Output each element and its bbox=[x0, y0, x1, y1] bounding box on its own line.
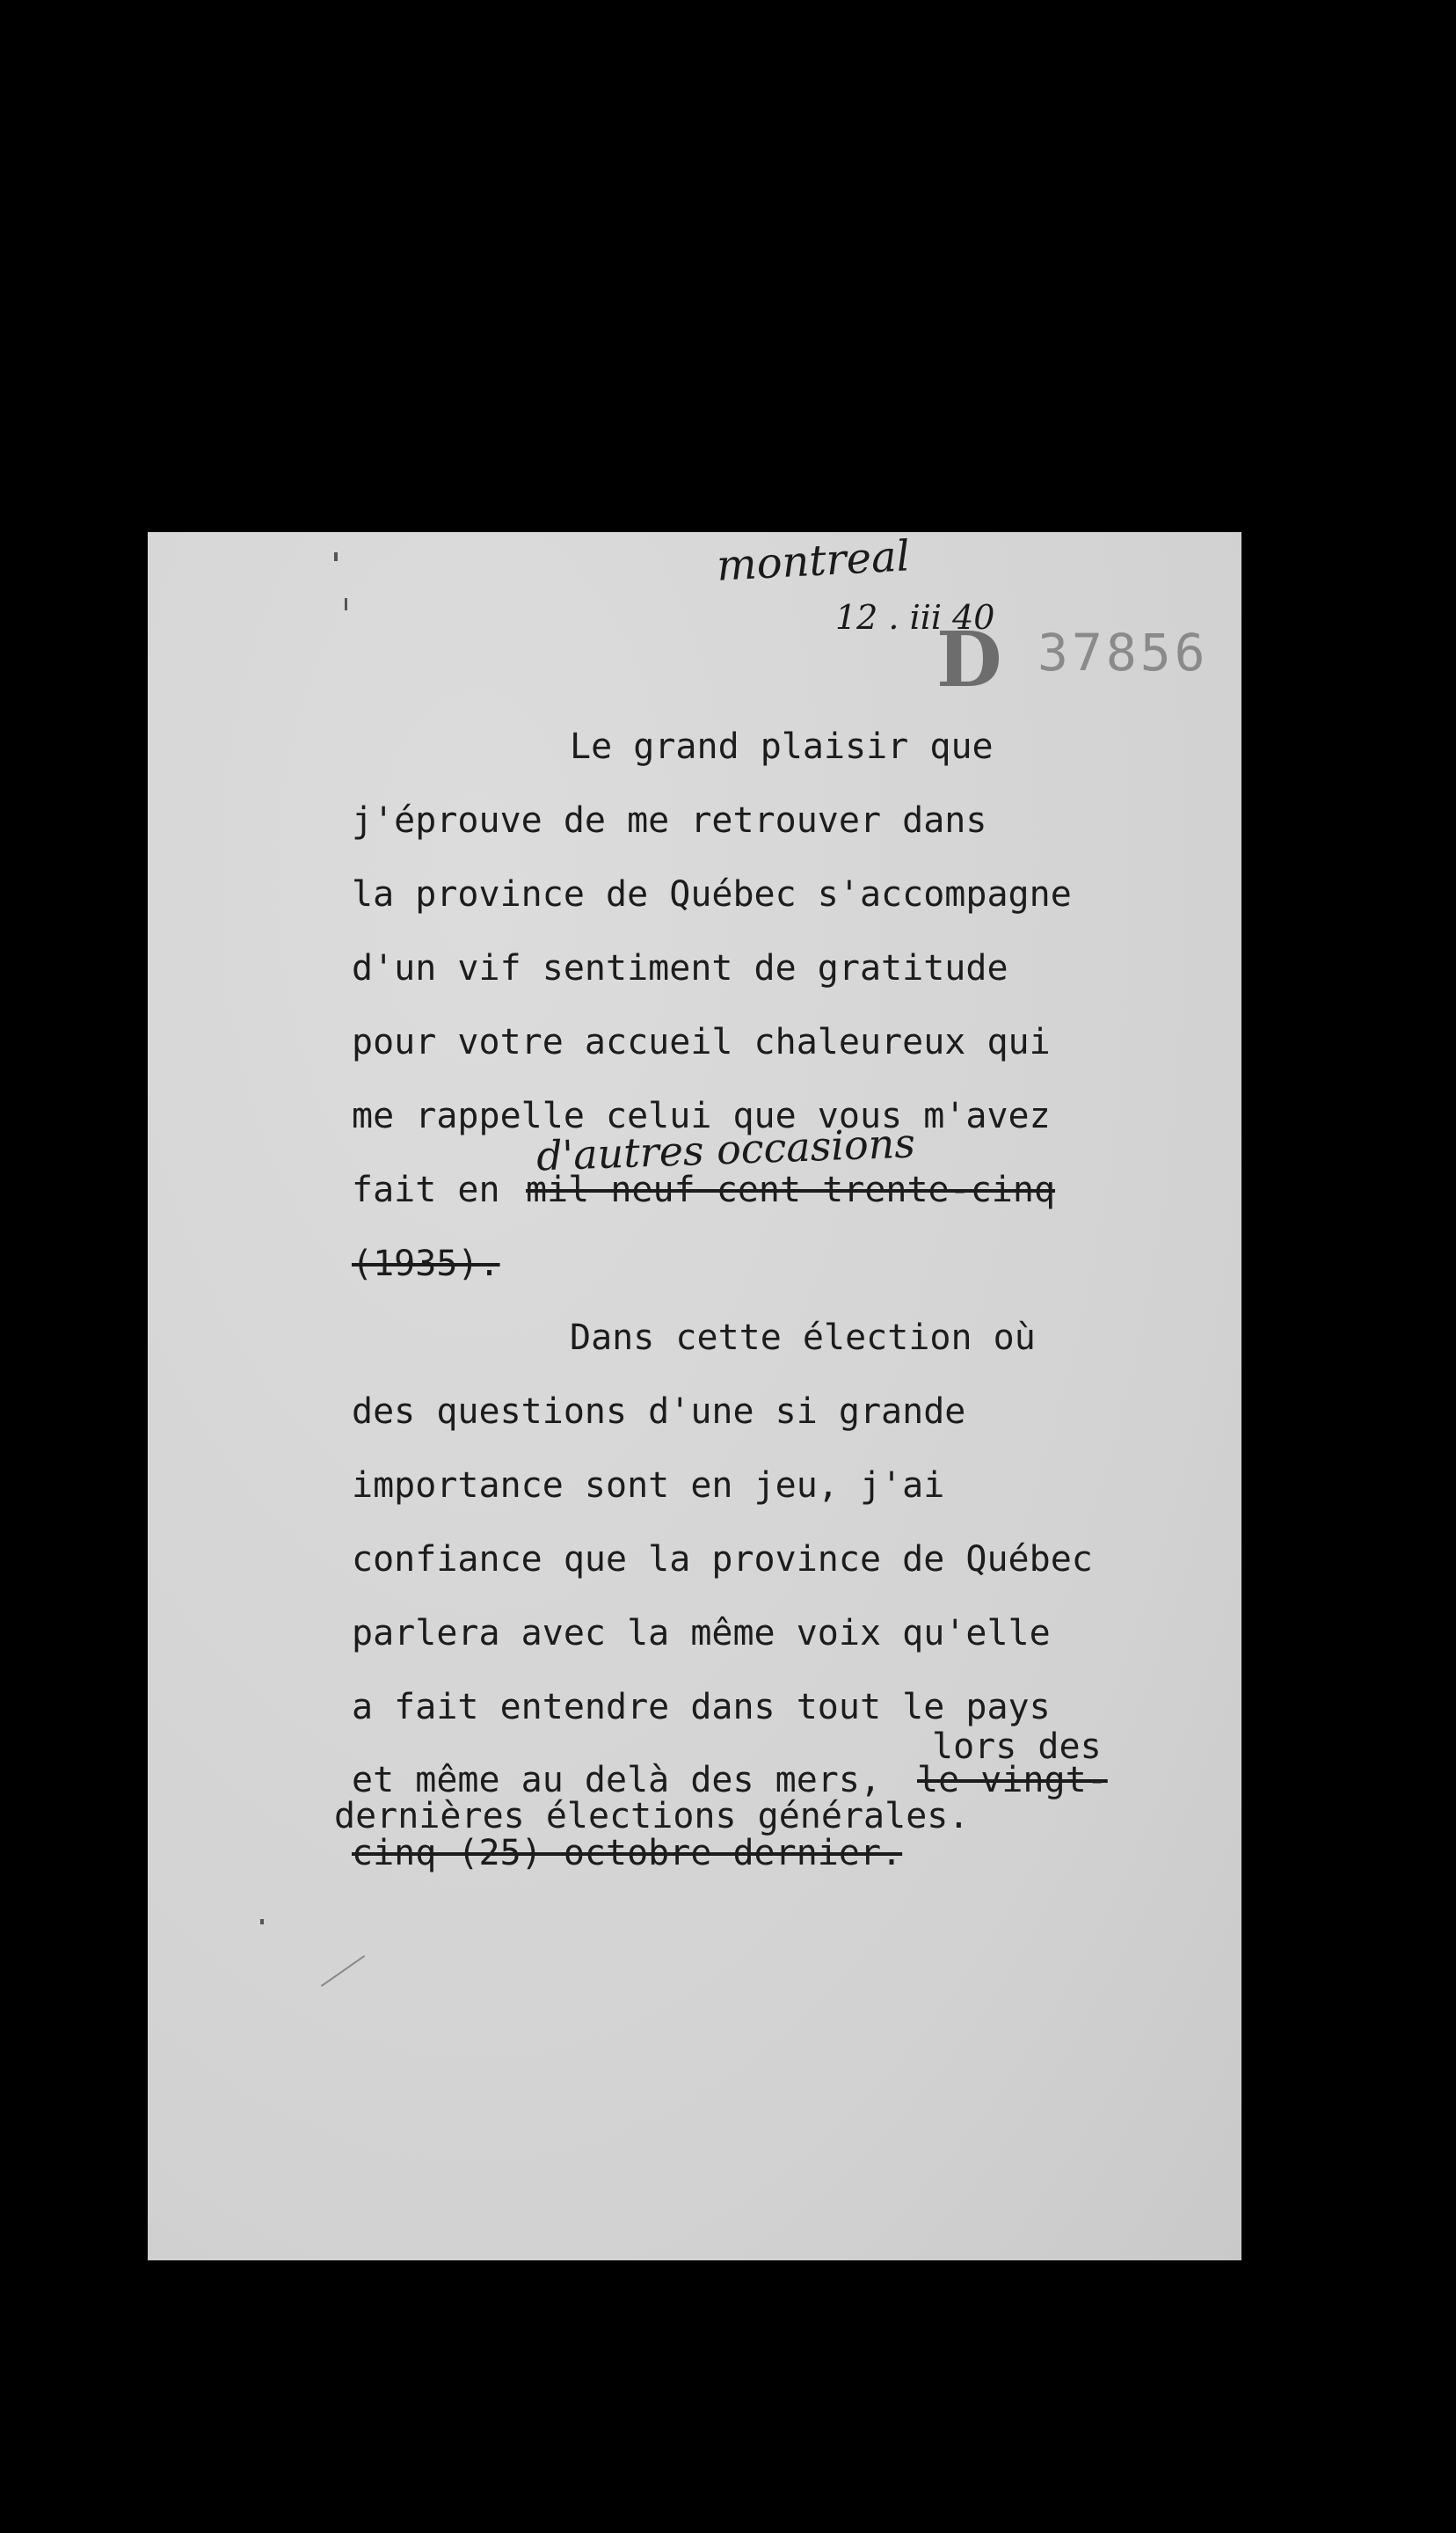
archive-stamp-number: 37856 bbox=[1037, 623, 1209, 683]
p2-line-2: des questions d'une si grande bbox=[352, 1391, 966, 1432]
p2-line-1: Dans cette élection où bbox=[570, 1318, 1036, 1358]
p2-line-7-prefix: et même au delà des mers, bbox=[352, 1760, 882, 1800]
archive-stamp-letter: D bbox=[936, 616, 1004, 704]
paper-speck bbox=[334, 552, 338, 561]
p2-line-6: a fait entendre dans tout le pays bbox=[352, 1687, 1051, 1727]
p1-line-4: d'un vif sentiment de gratitude bbox=[352, 948, 1008, 989]
p1-line-7-struck: mil neuf cent trente-cinq bbox=[526, 1170, 1056, 1210]
p2-line-7-struck: le vingt- bbox=[917, 1760, 1108, 1800]
p1-line-8-struck: (1935). bbox=[352, 1244, 500, 1284]
p2-line-5: parlera avec la même voix qu'elle bbox=[352, 1613, 1051, 1653]
p1-line-6: me rappelle celui que vous m'avez bbox=[352, 1096, 1051, 1136]
p1-line-1: Le grand plaisir que bbox=[570, 726, 994, 767]
p1-line-2: j'éprouve de me retrouver dans bbox=[352, 800, 987, 841]
p2-line-3: importance sont en jeu, j'ai bbox=[352, 1465, 945, 1506]
p1-line-7-prefix: fait en bbox=[352, 1170, 500, 1210]
handwritten-place: montreal bbox=[715, 531, 912, 591]
p1-line-3: la province de Québec s'accompagne bbox=[352, 874, 1072, 915]
paper-speck bbox=[260, 1919, 264, 1924]
handwritten-date: 12 . iii 40 bbox=[835, 598, 995, 637]
p2-line-8-insert: dernières élections générales. bbox=[334, 1796, 970, 1836]
p1-handwritten-insert: d'autres occasions bbox=[535, 1119, 916, 1180]
p1-line-5: pour votre accueil chaleureux qui bbox=[352, 1022, 1051, 1062]
paper-speck bbox=[345, 598, 347, 610]
p2-line-4: confiance que la province de Québec bbox=[352, 1539, 1093, 1580]
p2-line-9-struck: cinq (25) octobre dernier. bbox=[352, 1833, 903, 1873]
p2-line-7-insert: lors des bbox=[932, 1726, 1102, 1767]
